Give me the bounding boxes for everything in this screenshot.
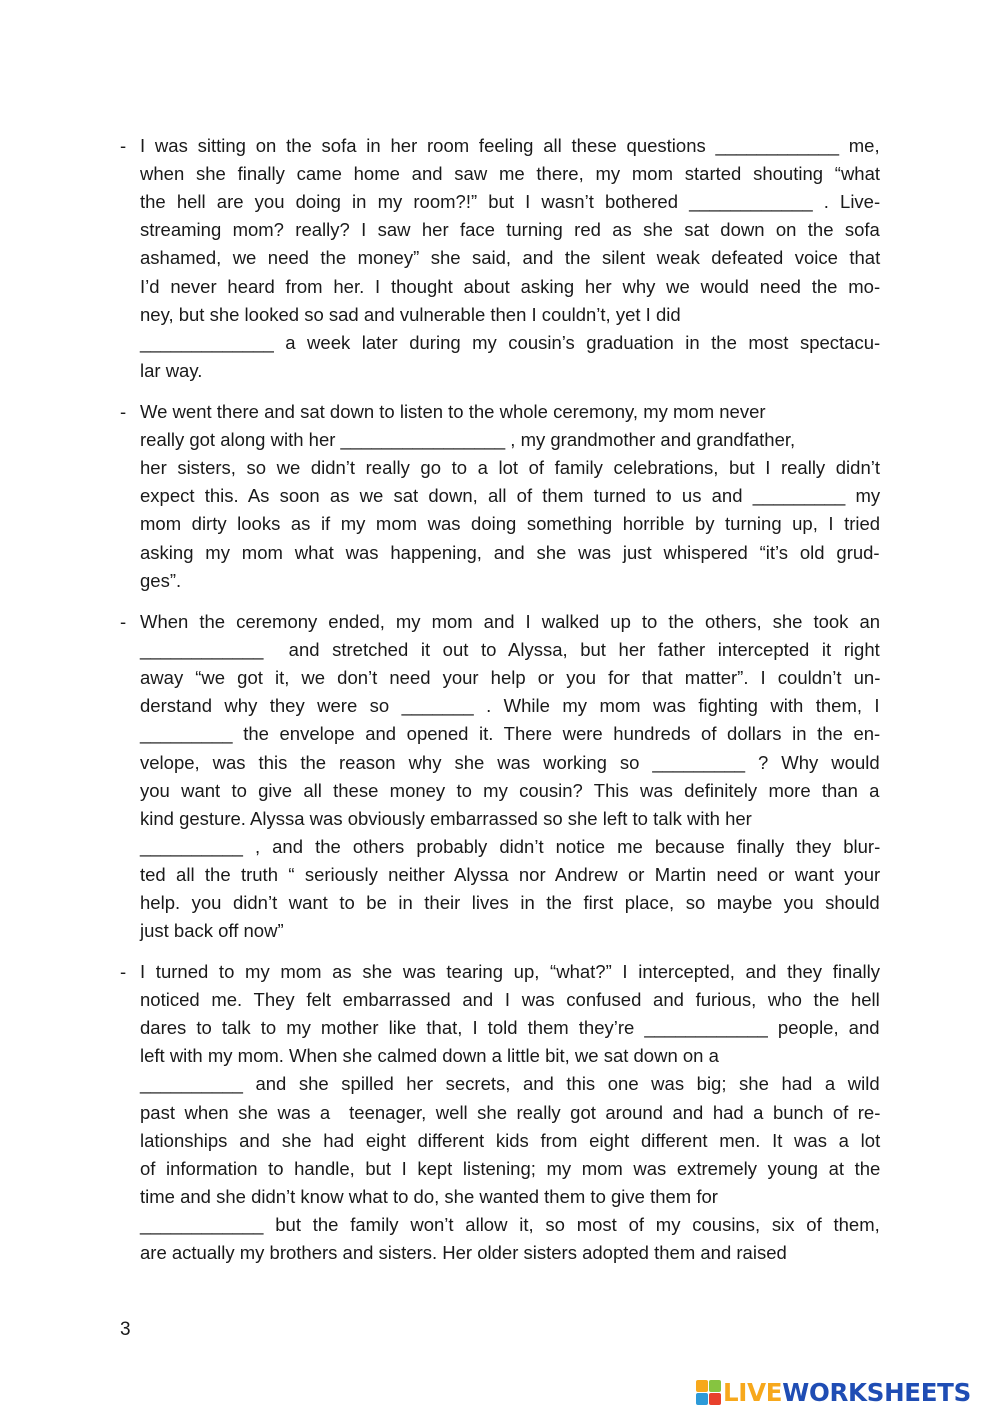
brand-suffix: WORKSHEETS — [782, 1378, 971, 1407]
text-line: ney, but she looked so sad and vulnerable then I couldn’t, yet I did — [140, 303, 681, 325]
text-line: just back off now” — [140, 920, 284, 942]
text-line: lar way. — [140, 359, 203, 381]
text-line: When the ceremony ended, my mom and I walked up to the others, she took an — [140, 611, 881, 632]
text-line: ashamed, we need the money” she said, and the silent weak defeated voice that — [140, 247, 881, 269]
text-line: left with my mom. When she calmed down a little bit, we sat down on a — [140, 1045, 719, 1067]
text-line: mom dirty looks as if my mom was doing something horrible by turning up, I tried — [140, 513, 881, 535]
page-number: 3 — [120, 1319, 131, 1340]
liveworksheets-logo-icon — [696, 1380, 722, 1406]
text-line: ges”. — [140, 569, 182, 591]
text-line: are actually my brothers and sisters. Her older sisters adopted them and raised — [140, 1242, 787, 1263]
text-line: noticed me. They felt embarrassed and I was confused and furious, who the hell — [140, 989, 880, 1011]
text-line: __________ and she spilled her secrets, and this one was big; she had a wild — [140, 1073, 880, 1095]
text-line: __________ , and the others probably didn’t notice me because finally they blur- — [140, 835, 881, 857]
text-line: We went there and sat down to listen to the whole ceremony, my mom never — [140, 401, 766, 422]
text-line: I turned to my mom as she was tearing up, “what?” I intercepted, and they finally — [140, 961, 881, 982]
text-line: velope, was this the reason why she was working so _________ ? Why would — [140, 751, 880, 773]
text-line: expect this. As soon as we sat down, all of them turned to us and _________ my — [140, 485, 881, 507]
text-line: past when she was a teenager, well she really got around and had a bunch of re- — [140, 1101, 881, 1123]
text-line: time and she didn’t know what to do, she wanted them to give them for — [140, 1185, 718, 1207]
text-line: help. you didn’t want to be in their lives in the first place, so maybe you should — [140, 892, 880, 913]
text-line: streaming mom? really? I saw her face turning red as she sat down on the sofa — [140, 219, 880, 241]
bullet-dash: - — [120, 961, 127, 982]
text-line: when she finally came home and saw me there, my mom started shouting “what — [140, 163, 881, 185]
brand-prefix: LIVE — [723, 1378, 783, 1407]
text-line: I’d never heard from her. I thought about asking her why we would need the mo- — [140, 275, 881, 297]
text-line: derstand why they were so _______ . While my mom was fighting with them, I — [140, 695, 880, 717]
liveworksheets-wordmark — [723, 1378, 971, 1408]
text-line: you want to give all these money to my cousin? This was definitely more than a — [140, 779, 880, 801]
liveworksheets-logo — [696, 1378, 971, 1408]
text-line: I was sitting on the sofa in her room feeling all these questions ____________ me, — [140, 135, 880, 156]
text-line: of information to handle, but I kept listening; my mom was extremely young at the — [140, 1157, 881, 1179]
text-line: _____________ a week later during my cousin’s graduation in the most spectacu- — [140, 331, 881, 353]
text-line: lationships and she had eight different kids from eight different men. It was a lot — [140, 1129, 881, 1151]
text-line: away “we got it, we don’t need your help or you for that matter”. I couldn’t un- — [140, 667, 881, 689]
bullet-dash: - — [120, 401, 127, 422]
bullet-dash: - — [120, 135, 127, 156]
text-line: ____________ but the family won’t allow it, so most of my cousins, six of them, — [140, 1213, 880, 1235]
text-line: the hell are you doing in my room?!” but I wasn’t bothered ____________ . Live- — [140, 191, 881, 213]
text-line: _________ the envelope and opened it. There were hundreds of dollars in the en- — [140, 723, 881, 745]
text-line: dares to talk to my mother like that, I told them they’re ____________ people, and — [140, 1017, 880, 1039]
text-line: kind gesture. Alyssa was obviously embarrassed so she left to talk with her — [140, 807, 752, 829]
text-line: asking my mom what was happening, and she was just whispered “it’s old grud- — [140, 541, 880, 563]
text-line: ted all the truth “ seriously neither Alyssa nor Andrew or Martin need or want your — [140, 863, 881, 885]
bullet-dash: - — [120, 611, 127, 632]
text-line: ____________ and stretched it out to Alyssa, but her father intercepted it right — [140, 639, 880, 661]
text-line: her sisters, so we didn’t really go to a lot of family celebrations, but I really didn’t — [140, 457, 880, 479]
text-line: really got along with her ________________ , my grandmother and grandfather, — [140, 429, 796, 451]
